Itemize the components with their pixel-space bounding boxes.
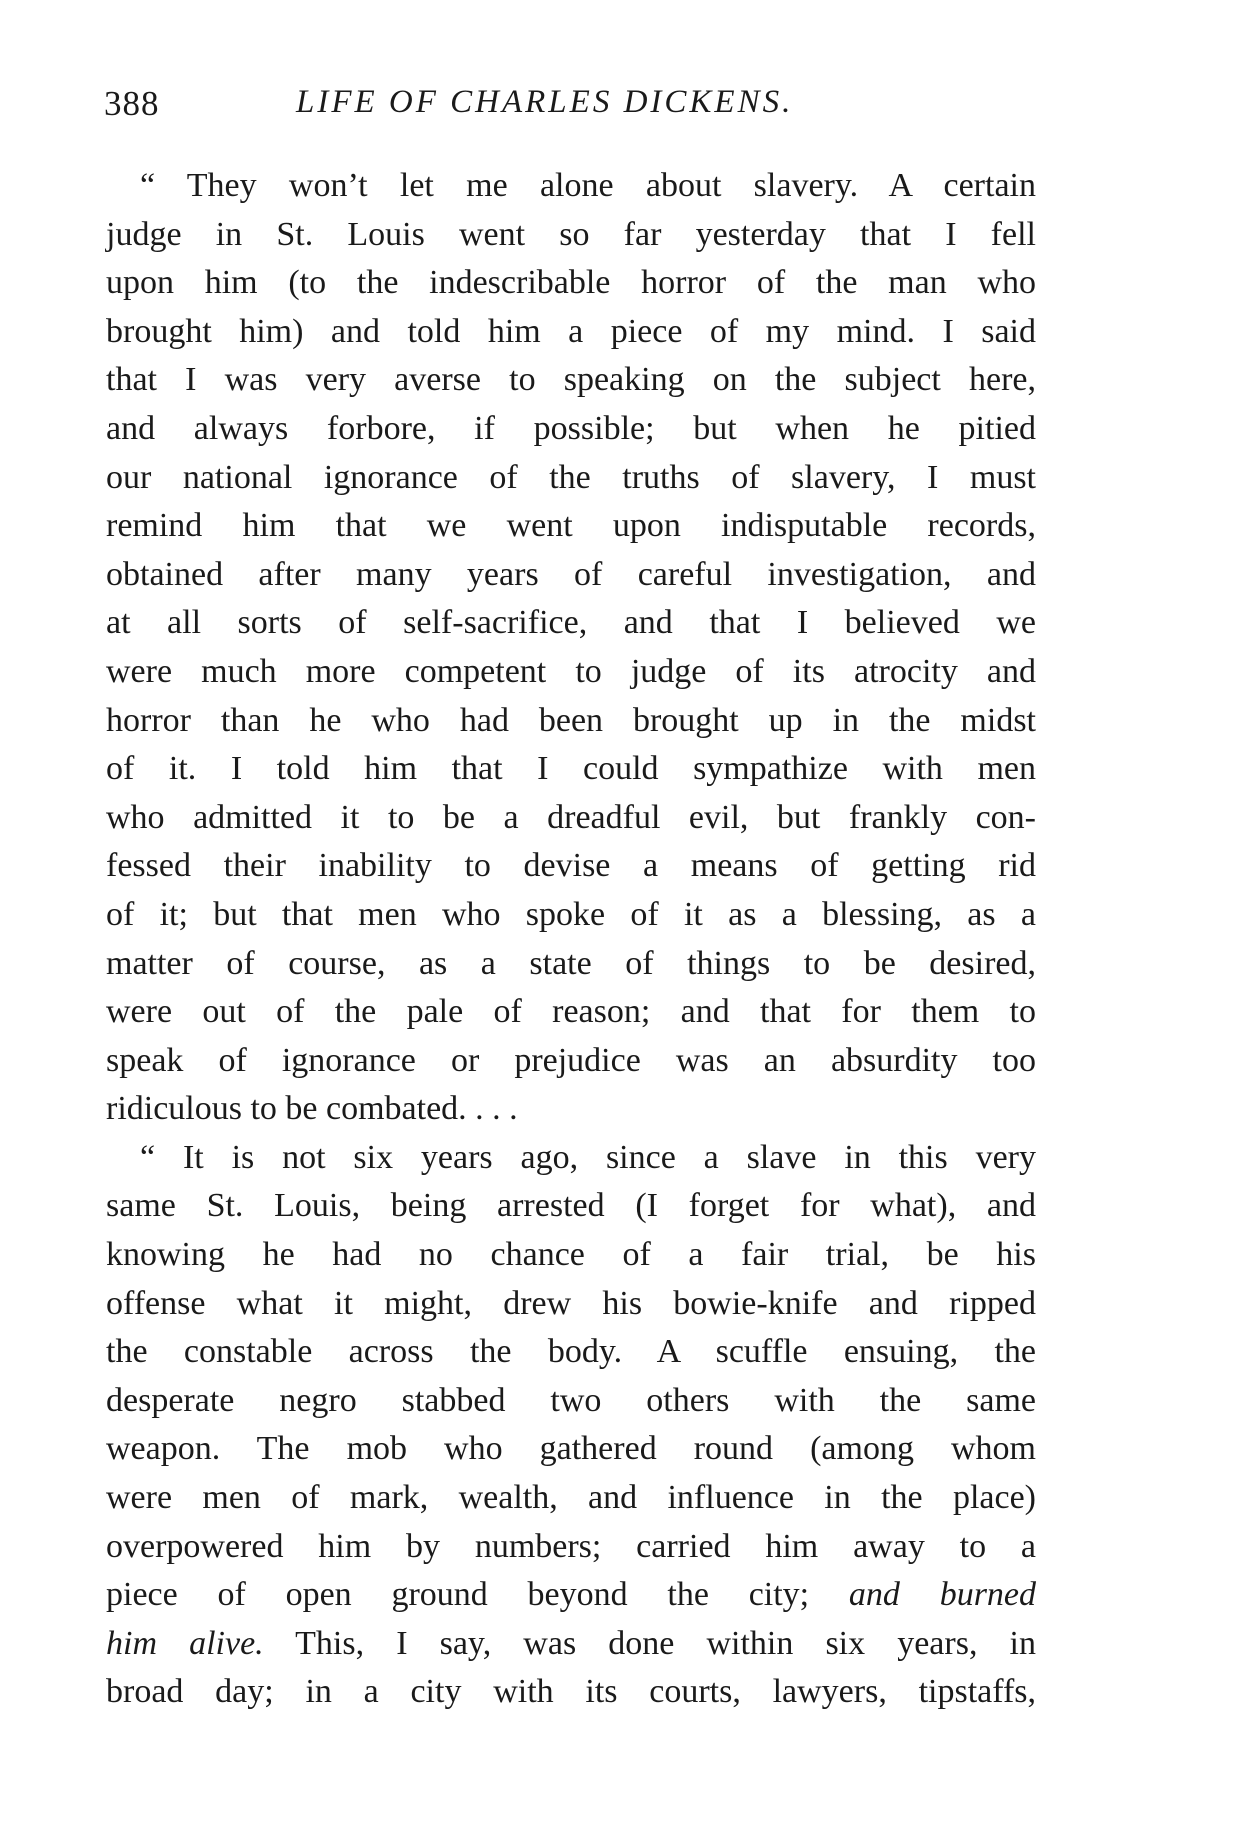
text-line: weapon. The mob who gathered round (among whom — [106, 1430, 1036, 1468]
italic-text: and burned — [848, 1576, 1037, 1614]
text-line: overpowered him by numbers; carried him away to a — [106, 1527, 1036, 1565]
text-line: “ It is not six years ago, since a slave in this very — [140, 1138, 1036, 1176]
text-line: of it. I told him that I could sympathize with men — [106, 750, 1036, 788]
text-line: upon him (to the indescribable horror of the man who — [106, 264, 1036, 302]
text-line: desperate negro stabbed two others with the same — [106, 1381, 1036, 1419]
text-line: same St. Louis, being arrested (I forget for what), and — [106, 1187, 1036, 1225]
text-line: matter of course, as a state of things to be desired, — [106, 944, 1036, 982]
text-line: broad day; in a city with its courts, lawyers, tipstaffs, — [106, 1673, 1036, 1711]
text-line: “ They won’t let me alone about slavery. A certain — [140, 167, 1036, 204]
text-line: and always forbore, if possible; but when he pitied — [106, 409, 1036, 447]
italic-text: him alive. — [106, 1624, 264, 1662]
text-line: were out of the pale of reason; and that for them to — [106, 993, 1036, 1031]
text-line: fessed their inability to devise a means of getting rid — [106, 847, 1036, 885]
text-line: were much more competent to judge of its atrocity and — [106, 652, 1036, 690]
page-header — [104, 84, 1034, 134]
text-line: of it; but that men who spoke of it as a blessing, as a — [106, 895, 1036, 933]
text-line: who admitted it to be a dreadful evil, but frankly con- — [106, 798, 1036, 836]
text-line: ridiculous to be combated. . . . — [106, 1090, 518, 1128]
text-line: knowing he had no chance of a fair trial, be his — [106, 1236, 1036, 1274]
body-text — [106, 162, 1036, 1717]
text-line-with-italic — [106, 1571, 1036, 1620]
text-line: the constable across the body. A scuffle ensuing, the — [106, 1333, 1036, 1371]
text-fragment: piece of open ground beyond the city; — [106, 1576, 810, 1614]
text-line: speak of ignorance or prejudice was an absurdity too — [106, 1041, 1036, 1079]
text-fragment: This, I say, was done within six years, in — [263, 1624, 1036, 1662]
text-line: were men of mark, wealth, and influence in the place) — [106, 1479, 1036, 1517]
text-line: at all sorts of self-sacrifice, and that I believed we — [106, 604, 1036, 642]
text-line: our national ignorance of the truths of slavery, I must — [106, 458, 1036, 496]
text-line: remind him that we went upon indisputable records, — [106, 507, 1036, 545]
text-line: judge in St. Louis went so far yesterday that I fell — [106, 215, 1036, 253]
text-line: offense what it might, drew his bowie-knife and ripped — [106, 1284, 1036, 1322]
text-line: obtained after many years of careful investigation, and — [106, 555, 1036, 593]
text-line: horror than he who had been brought up in the midst — [106, 701, 1036, 739]
running-title: LIFE OF CHARLES DICKENS. — [296, 84, 794, 120]
text-line: brought him) and told him a piece of my mind. I said — [106, 312, 1036, 350]
text-line: that I was very averse to speaking on the subject here, — [106, 361, 1036, 399]
page-number: 388 — [104, 84, 160, 123]
text-line-with-italic — [106, 1620, 1036, 1669]
